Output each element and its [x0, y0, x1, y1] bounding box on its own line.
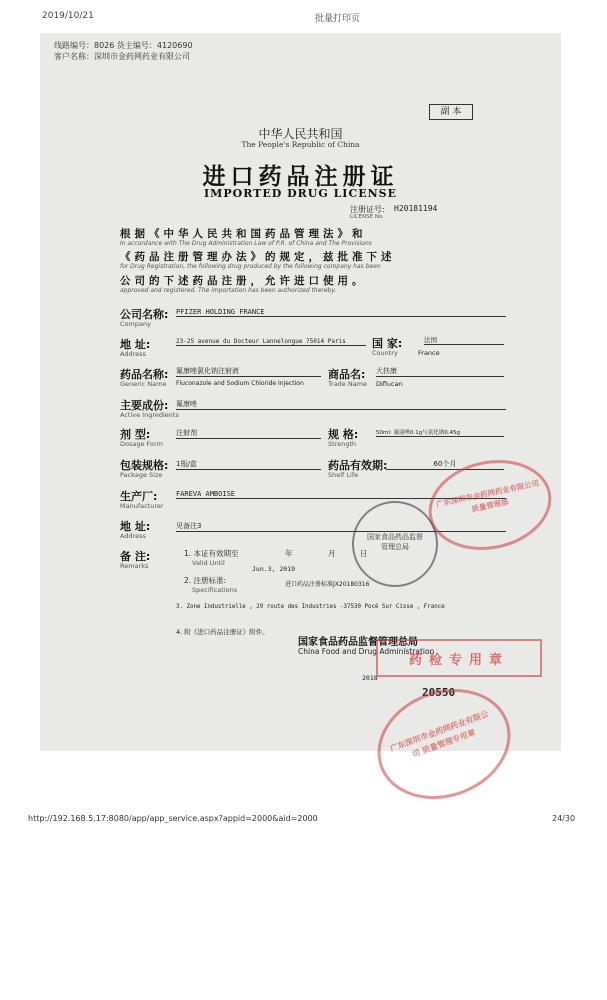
- note-3: 3. Zone Industrielle , 29 route des Industries -37530 Pocé Sur Cisse , France: [176, 604, 445, 610]
- print-page: 24/30: [552, 814, 576, 823]
- shelf-life-label: 药品有效期:: [328, 459, 388, 472]
- trade-name-value-en: Diflucan: [376, 380, 403, 388]
- valid-month-char: 月: [328, 549, 336, 558]
- special-seal-text: 药检专用章: [408, 653, 509, 668]
- ingredient-label: 主要成份:: [120, 399, 169, 412]
- address-label: 地 址:: [120, 338, 151, 351]
- license-no: H20181194: [394, 204, 438, 213]
- quality-stamp: [362, 671, 526, 817]
- valid-until-label: 1. 本证有效期至: [184, 549, 239, 558]
- intro-cn-1: 根据《中华人民共和国药品管理法》和: [120, 228, 367, 240]
- ingredient-label-en: Active Ingredients: [120, 411, 179, 419]
- remarks-label: 备 注:: [120, 550, 151, 563]
- manufacturer-value: FAREVA AMBOISE: [176, 490, 506, 499]
- special-seal-stamp: [376, 639, 542, 677]
- issuer-en: China Food and Drug Administration: [298, 647, 435, 656]
- trade-name-label-en: Trade Name: [328, 380, 368, 388]
- spec-label-en: Specifications: [192, 586, 238, 594]
- manufacturer-address-label-en: Address: [120, 532, 146, 540]
- issuer-cn: 国家食品药品监督管理总局: [298, 637, 418, 648]
- strength-value: 50ml: 氟康唑0.1g与氯化钠0.45g: [376, 428, 504, 437]
- intro-en-3: approved and registered. The importation has been authorized thereby.: [120, 287, 337, 294]
- remarks-label-en: Remarks: [120, 562, 149, 570]
- copy-mark: 副 本: [429, 104, 473, 120]
- package-value: 1瓶/盒: [176, 459, 321, 470]
- dosage-form-label-en: Dosage Form: [120, 440, 163, 448]
- company-value: PFIZER HOLDING FRANCE: [176, 308, 506, 317]
- intro-en-2: for Drug Registration, the following drug produced by the following company has been: [120, 263, 381, 270]
- shelf-life-value: 60个月: [386, 459, 504, 470]
- drug-name-label: 药品名称:: [120, 368, 169, 381]
- valid-day-char: 日: [360, 549, 368, 558]
- print-date: 2019/10/21: [42, 11, 94, 21]
- title-cn: 进口药品注册证: [202, 163, 399, 190]
- valid-until-value: Jun.3, 2019: [252, 565, 296, 573]
- shelf-life-label-en: Shelf Life: [328, 471, 359, 479]
- top-note-line2: 客户名称：深圳市金药网药业有限公司: [54, 52, 190, 61]
- top-note-line1: 线路编号：8026 货主编号：4120690: [54, 41, 193, 50]
- issue-year: 2018: [362, 674, 378, 682]
- package-label: 包装规格:: [120, 459, 169, 472]
- scanned-license: [40, 33, 561, 760]
- license-label: 注册证号:: [350, 205, 385, 214]
- country-cn: 中华人民共和国: [258, 127, 343, 141]
- top-note: [54, 40, 193, 62]
- drug-name-value-cn: 氟康唑氯化钠注射液: [176, 366, 321, 377]
- serial-number: 20550: [422, 686, 456, 699]
- address-label-en: Address: [120, 350, 146, 358]
- drug-name-value-en: Fluconazole and Sodium Chloride Injection: [176, 380, 304, 387]
- quality-stamp-text: 广东深圳市金药网药业有限公司 质量管理专用章: [388, 709, 490, 760]
- valid-until-label-en: Valid Until: [192, 559, 225, 567]
- print-url: http://192.168.5.17:8080/app/app_service.aspx?appid=2000&aid=2000: [28, 814, 318, 823]
- company-label: 公司名称:: [120, 308, 169, 321]
- spec-label: 2. 注册标准:: [184, 576, 227, 585]
- note-4: 4. 附《进口药品注册证》附件。: [176, 628, 269, 636]
- package-label-en: Package Size: [120, 471, 163, 479]
- country-label-en: Country: [372, 349, 398, 357]
- manufacturer-address-label: 地 址:: [120, 520, 151, 533]
- drug-name-label-en: Generic Name: [120, 380, 167, 388]
- country-value-cn: 法国: [424, 335, 504, 345]
- dosage-form-value: 注射剂: [176, 428, 321, 439]
- ingredient-value: 氟康唑: [176, 399, 506, 410]
- manufacturer-label-en: Manufacturer: [120, 502, 164, 510]
- valid-year-char: 年: [285, 549, 293, 558]
- dosage-form-label: 剂 型:: [120, 428, 151, 441]
- company-label-en: Company: [120, 320, 151, 328]
- address-value: 23-25 avenue du Docteur Lannelongue 75014 Paris: [176, 338, 366, 346]
- strength-label-en: Strength: [328, 440, 357, 448]
- country-label: 国 家:: [372, 337, 403, 350]
- trade-name-label: 商品名:: [328, 368, 366, 381]
- trade-name-value-cn: 大扶康: [376, 366, 504, 377]
- license-label-en: LICENSE No.: [350, 214, 384, 220]
- intro-en-1: In accordance with The Drug Administration Law of P.R. of China and The Provisions: [120, 240, 372, 247]
- title-en: IMPORTED DRUG LICENSE: [204, 187, 397, 200]
- company-copy-stamp-text: 广东深圳市金药网药业有限公司 质量管理部: [435, 478, 540, 514]
- strength-label: 规 格:: [328, 428, 359, 441]
- manufacturer-label: 生产厂:: [120, 490, 158, 503]
- official-seal: [352, 501, 438, 587]
- official-seal-text: 国家食品药品监督管理总局: [367, 533, 423, 551]
- print-title: 批量打印页: [315, 14, 361, 24]
- country-value-en: France: [418, 349, 440, 357]
- spec-value: 进口药品注册标准JX20180316: [285, 581, 370, 588]
- intro-cn-3: 公司的下述药品注册，允许进口使用。: [120, 275, 367, 287]
- manufacturer-address-value: 见备注3: [176, 521, 506, 532]
- country-en: The People's Republic of China: [241, 140, 360, 149]
- intro-cn-2: 《药品注册管理办法》的规定，兹批准下述: [120, 251, 396, 263]
